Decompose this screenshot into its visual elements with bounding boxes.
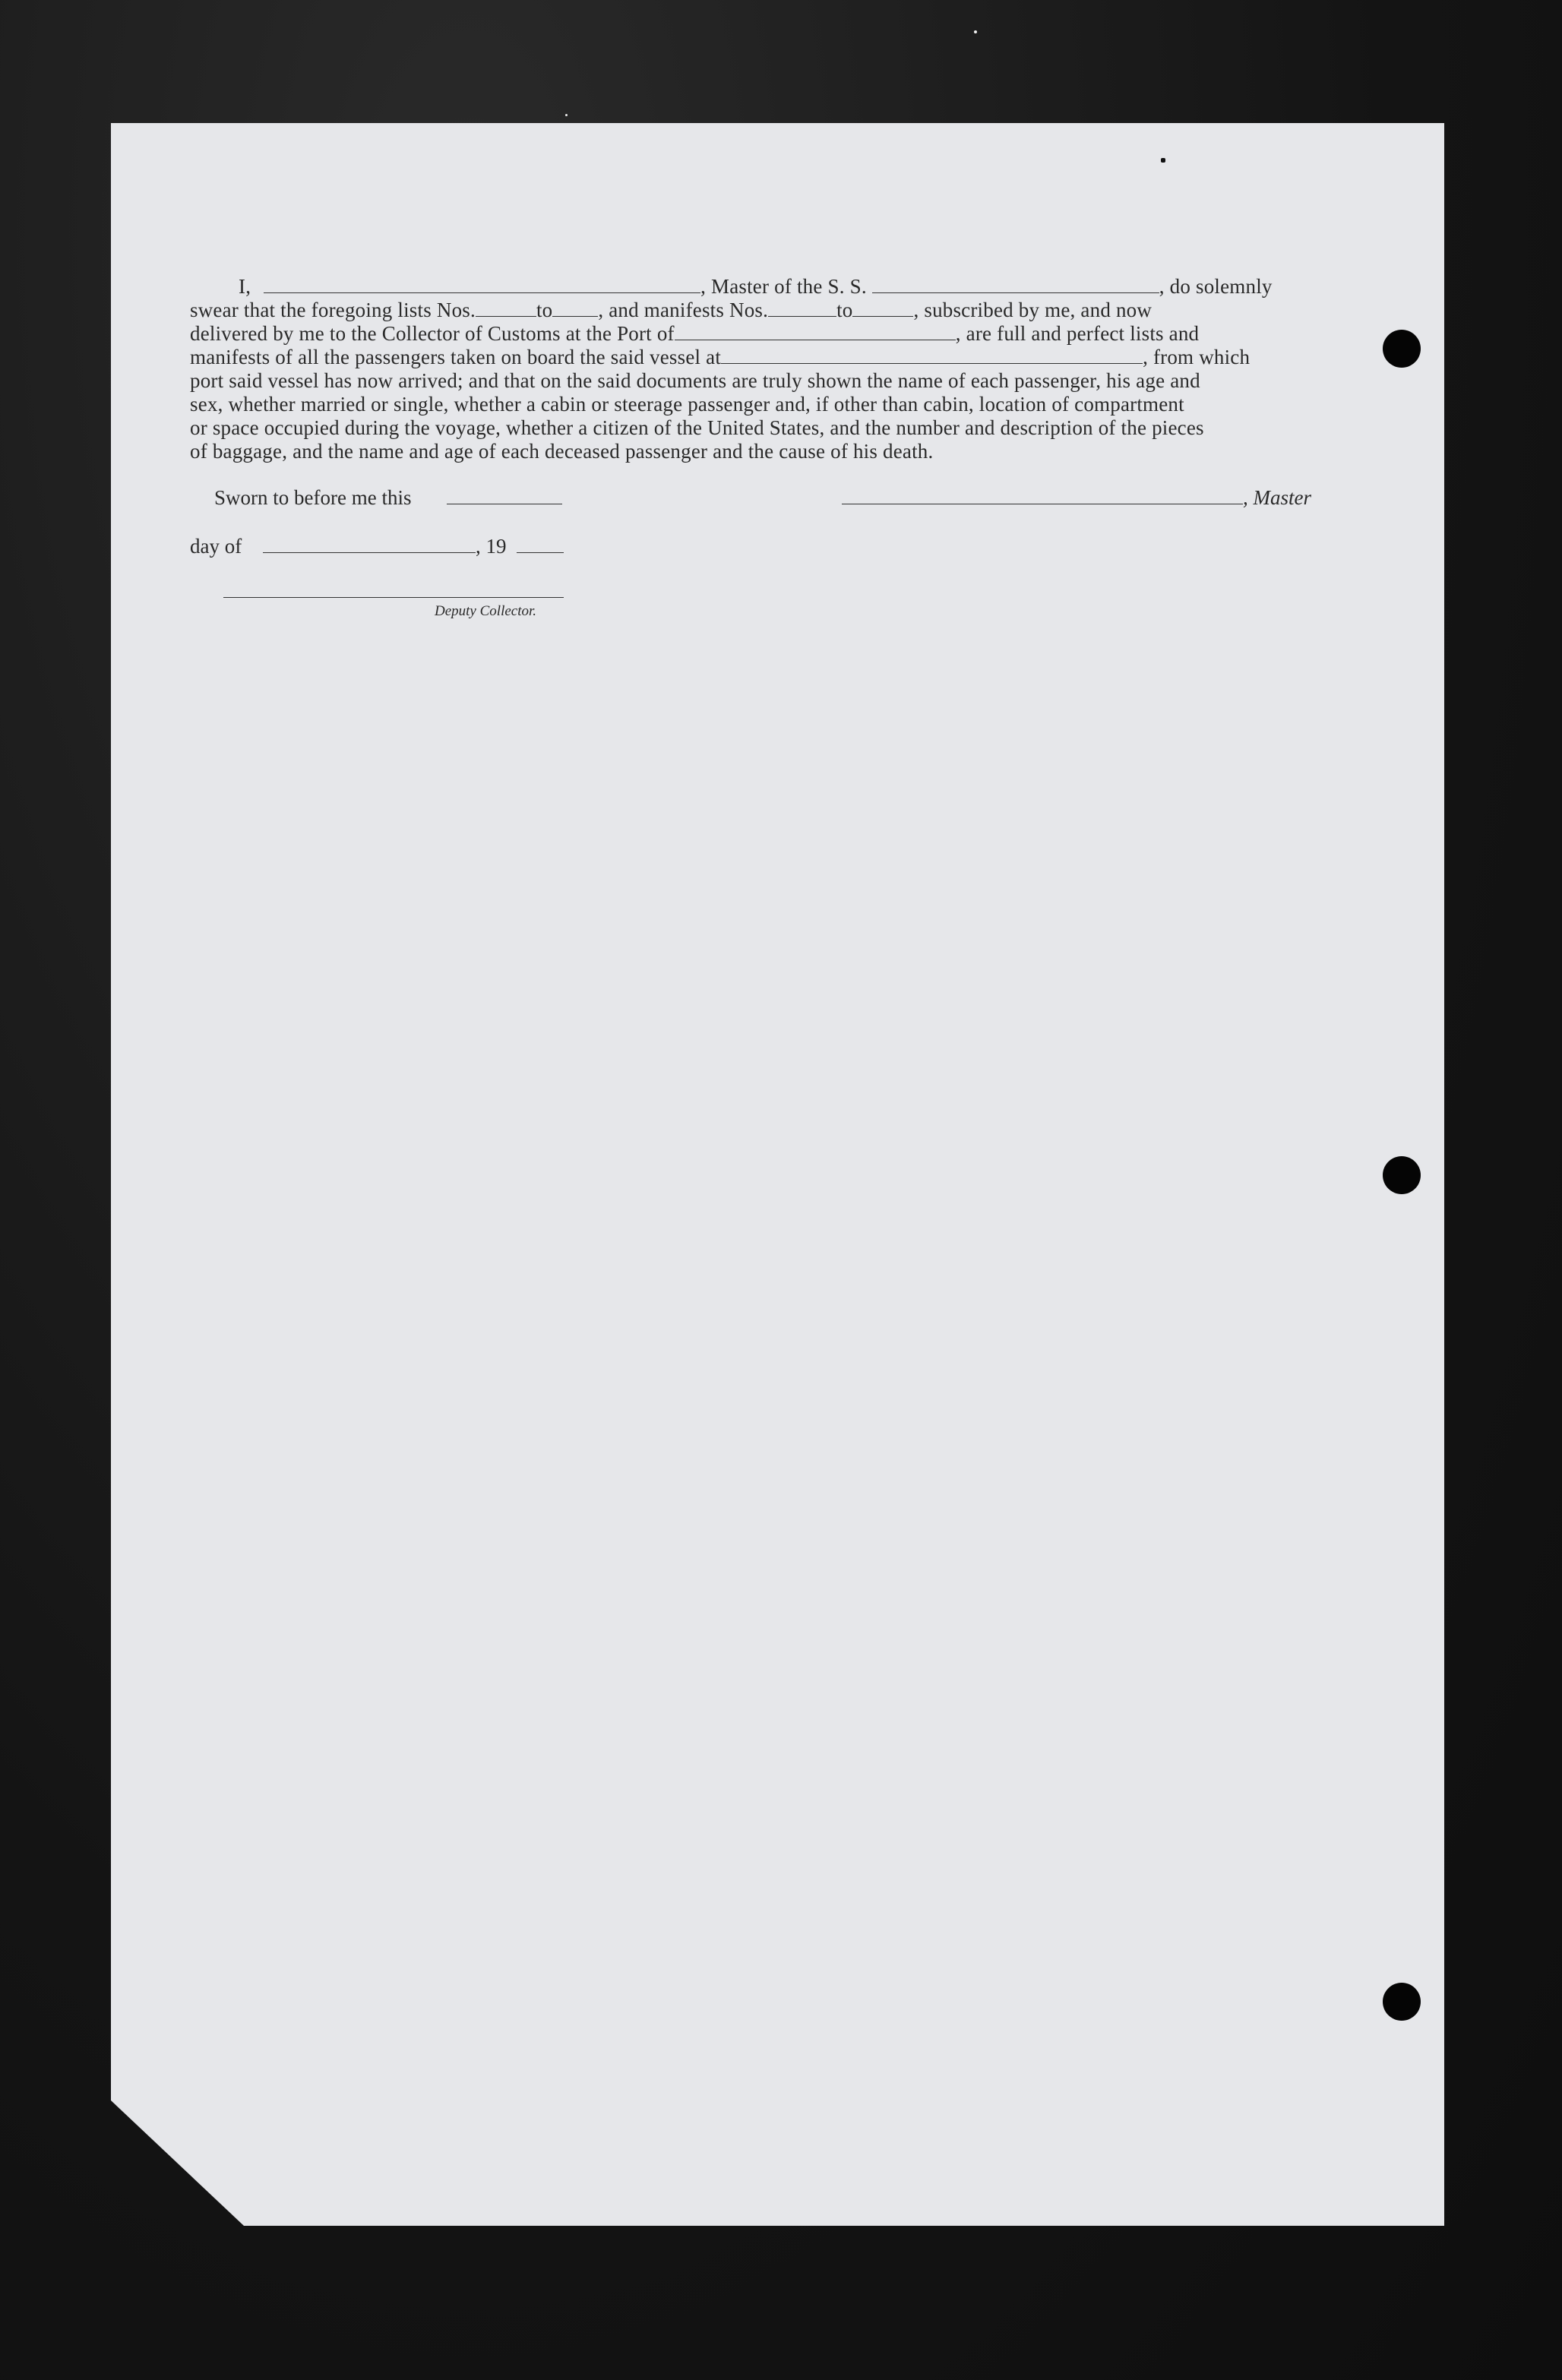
oath-line-1: I, , Master of the S. S. , do solemnly (239, 275, 1273, 298)
scan-speck (974, 30, 977, 33)
scan-speck (565, 114, 568, 116)
deputy-signature-field[interactable] (223, 597, 564, 598)
manifests-from-field[interactable] (768, 301, 836, 317)
oath-line-4: manifests of all the passengers taken on board the said vessel at , from which (190, 346, 1251, 368)
punch-hole (1383, 1156, 1421, 1194)
port-field[interactable] (675, 324, 956, 340)
punch-hole (1383, 1983, 1421, 2021)
oath-line-7: or space occupied during the voyage, whether a citizen of the United States, and the number and description of the pieces (190, 416, 1204, 439)
punch-hole (1383, 330, 1421, 368)
oath-line-5: port said vessel has now arrived; and that on the said documents are truly shown the name of each passenger, his age and (190, 369, 1200, 392)
sworn-label-row: Sworn to before me this (214, 486, 412, 509)
scan-speck (1161, 158, 1165, 163)
year-field[interactable] (517, 552, 564, 553)
oath-line-2: swear that the foregoing lists Nos. to , and manifests Nos. to , subscribed by me, and now (190, 299, 1153, 321)
month-field[interactable] (263, 552, 476, 553)
deputy-collector-label: Deputy Collector. (435, 603, 537, 619)
year-prefix: , 19 (476, 535, 507, 558)
lists-from-field[interactable] (476, 301, 536, 317)
master-label: , Master (1243, 486, 1311, 509)
oath-line-8: of baggage, and the name and age of each deceased passenger and the cause of his death. (190, 440, 934, 463)
master-name-field[interactable] (264, 277, 700, 293)
lists-to-field[interactable] (552, 301, 598, 317)
oath-paragraph (190, 275, 1313, 463)
oath-line-6: sex, whether married or single, whether a cabin or steerage passenger and, if other than cabin, location of compartment (190, 393, 1184, 416)
day-of-label: day of (190, 535, 242, 558)
manifests-to-field[interactable] (852, 301, 913, 317)
oath-line-3: delivered by me to the Collector of Customs at the Port of , are full and perfect lists and (190, 322, 1200, 345)
departure-port-field[interactable] (721, 348, 1143, 364)
ship-name-field[interactable] (872, 277, 1159, 293)
